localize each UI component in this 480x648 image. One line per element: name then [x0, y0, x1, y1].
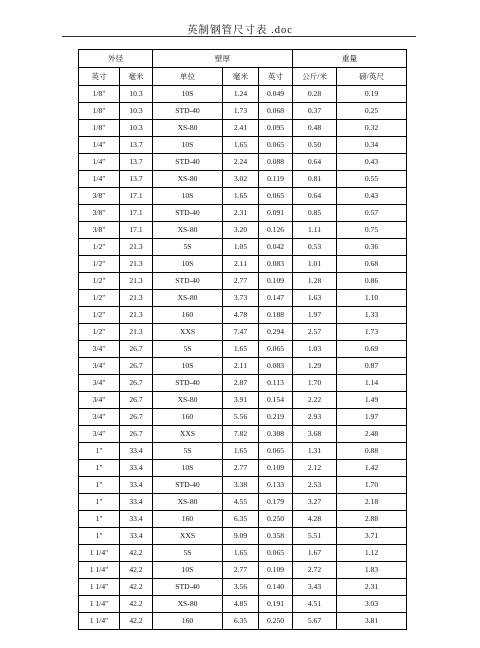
cell-kg-per-m: 0.64 [293, 188, 337, 205]
table-row [79, 460, 407, 477]
cell-kg-per-m: 5.51 [293, 528, 337, 545]
cell-lb-per-ft: 1.97 [337, 409, 407, 426]
cell-wall-mm: 1.73 [223, 103, 259, 120]
subheader-od-mm: 毫米 [120, 68, 153, 86]
cell-kg-per-m: 1.67 [293, 545, 337, 562]
cell-wall-inch: 0.188 [259, 307, 293, 324]
cell-lb-per-ft: 0.87 [337, 358, 407, 375]
cell-lb-per-ft: 0.69 [337, 341, 407, 358]
cell-wall-inch: 0.109 [259, 460, 293, 477]
cell-od-inch: 1 1/4" [79, 579, 120, 596]
cell-kg-per-m: 3.43 [293, 579, 337, 596]
cell-schedule: STD-40 [153, 477, 223, 494]
cell-wall-mm: 7.47 [223, 324, 259, 341]
cell-kg-per-m: 0.37 [293, 103, 337, 120]
cell-wall-inch: 0.294 [259, 324, 293, 341]
table-header [79, 50, 407, 86]
cell-od-mm: 26.7 [120, 392, 153, 409]
cell-wall-inch: 0.065 [259, 341, 293, 358]
cell-wall-inch: 0.133 [259, 477, 293, 494]
cell-wall-mm: 1.05 [223, 239, 259, 256]
cell-od-inch: 3/8" [79, 205, 120, 222]
table-row [79, 290, 407, 307]
cell-lb-per-ft: 2.88 [337, 511, 407, 528]
cell-wall-inch: 0.065 [259, 137, 293, 154]
cell-od-inch: 1" [79, 477, 120, 494]
cell-schedule: STD-40 [153, 205, 223, 222]
cell-wall-mm: 6.35 [223, 511, 259, 528]
cell-lb-per-ft: 2.31 [337, 579, 407, 596]
table-row [79, 477, 407, 494]
table-row [79, 154, 407, 171]
cell-schedule: 160 [153, 613, 223, 630]
cell-od-inch: 1/2" [79, 290, 120, 307]
cell-wall-inch: 0.109 [259, 273, 293, 290]
cell-lb-per-ft: 1.33 [337, 307, 407, 324]
subheader-lb-per-ft: 磅/英尺 [337, 68, 407, 86]
cell-wall-inch: 0.308 [259, 426, 293, 443]
cell-od-mm: 17.1 [120, 205, 153, 222]
cell-schedule: STD-40 [153, 375, 223, 392]
cell-od-mm: 33.4 [120, 443, 153, 460]
cell-wall-mm: 1.65 [223, 137, 259, 154]
cell-od-mm: 13.7 [120, 154, 153, 171]
cell-od-mm: 21.3 [120, 290, 153, 307]
cell-wall-inch: 0.083 [259, 358, 293, 375]
cell-schedule: STD-40 [153, 154, 223, 171]
cell-wall-inch: 0.049 [259, 86, 293, 103]
cell-kg-per-m: 2.53 [293, 477, 337, 494]
table-row [79, 188, 407, 205]
cell-od-inch: 1/8" [79, 120, 120, 137]
cell-wall-mm: 4.78 [223, 307, 259, 324]
cell-wall-inch: 0.179 [259, 494, 293, 511]
cell-schedule: 10S [153, 358, 223, 375]
cell-od-mm: 21.3 [120, 239, 153, 256]
cell-schedule: XS-80 [153, 392, 223, 409]
cell-od-inch: 3/4" [79, 341, 120, 358]
header-outer-diameter: 外径 [79, 50, 153, 68]
cell-lb-per-ft: 0.34 [337, 137, 407, 154]
cell-od-mm: 26.7 [120, 375, 153, 392]
cell-od-inch: 1/4" [79, 154, 120, 171]
table-row [79, 494, 407, 511]
cell-wall-inch: 0.358 [259, 528, 293, 545]
cell-od-mm: 26.7 [120, 341, 153, 358]
cell-wall-mm: 1.65 [223, 443, 259, 460]
cell-schedule: 10S [153, 256, 223, 273]
cell-od-inch: 1 1/4" [79, 562, 120, 579]
cell-lb-per-ft: 0.36 [337, 239, 407, 256]
cell-kg-per-m: 0.50 [293, 137, 337, 154]
cell-wall-inch: 0.250 [259, 511, 293, 528]
cell-kg-per-m: 0.48 [293, 120, 337, 137]
cell-kg-per-m: 1.70 [293, 375, 337, 392]
cell-schedule: XXS [153, 528, 223, 545]
cell-kg-per-m: 2.57 [293, 324, 337, 341]
cell-lb-per-ft: 3.71 [337, 528, 407, 545]
cell-schedule: XS-80 [153, 290, 223, 307]
cell-kg-per-m: 0.53 [293, 239, 337, 256]
cell-od-inch: 1/2" [79, 239, 120, 256]
cell-wall-mm: 3.56 [223, 579, 259, 596]
table-row [79, 443, 407, 460]
cell-wall-mm: 3.20 [223, 222, 259, 239]
cell-od-inch: 1/8" [79, 86, 120, 103]
cell-lb-per-ft: 3.03 [337, 596, 407, 613]
cell-wall-mm: 7.82 [223, 426, 259, 443]
cell-schedule: XS-80 [153, 222, 223, 239]
table-row [79, 528, 407, 545]
cell-kg-per-m: 2.22 [293, 392, 337, 409]
cell-wall-inch: 0.250 [259, 613, 293, 630]
cell-od-inch: 1/8" [79, 103, 120, 120]
subheader-wall-mm: 毫米 [223, 68, 259, 86]
cell-schedule: XS-80 [153, 494, 223, 511]
subheader-od-inch: 英寸 [79, 68, 120, 86]
cell-od-mm: 10.3 [120, 86, 153, 103]
table-row [79, 137, 407, 154]
cell-lb-per-ft: 1.70 [337, 477, 407, 494]
cell-od-mm: 10.3 [120, 120, 153, 137]
cell-schedule: XS-80 [153, 171, 223, 188]
table-row [79, 256, 407, 273]
cell-od-inch: 3/4" [79, 375, 120, 392]
cell-wall-mm: 4.85 [223, 596, 259, 613]
table-row [79, 511, 407, 528]
cell-od-mm: 10.3 [120, 103, 153, 120]
cell-od-mm: 17.1 [120, 188, 153, 205]
table-row [79, 613, 407, 630]
cell-od-mm: 42.2 [120, 562, 153, 579]
cell-lb-per-ft: 0.55 [337, 171, 407, 188]
cell-lb-per-ft: 0.88 [337, 443, 407, 460]
cell-od-mm: 33.4 [120, 494, 153, 511]
cell-wall-mm: 2.77 [223, 460, 259, 477]
cell-schedule: XS-80 [153, 596, 223, 613]
cell-od-mm: 42.2 [120, 596, 153, 613]
cell-od-mm: 13.7 [120, 137, 153, 154]
cell-od-inch: 3/4" [79, 392, 120, 409]
cell-od-inch: 1/4" [79, 171, 120, 188]
cell-od-inch: 3/4" [79, 426, 120, 443]
cell-lb-per-ft: 1.10 [337, 290, 407, 307]
cell-kg-per-m: 1.03 [293, 341, 337, 358]
cell-od-mm: 13.7 [120, 171, 153, 188]
cell-od-mm: 26.7 [120, 358, 153, 375]
cell-wall-inch: 0.147 [259, 290, 293, 307]
cell-od-inch: 1/4" [79, 137, 120, 154]
cell-schedule: XXS [153, 324, 223, 341]
cell-wall-mm: 1.24 [223, 86, 259, 103]
cell-schedule: 160 [153, 307, 223, 324]
cell-od-mm: 21.3 [120, 273, 153, 290]
cell-lb-per-ft: 0.86 [337, 273, 407, 290]
cell-lb-per-ft: 2.48 [337, 426, 407, 443]
cell-wall-mm: 2.87 [223, 375, 259, 392]
cell-kg-per-m: 4.51 [293, 596, 337, 613]
cell-kg-per-m: 1.28 [293, 273, 337, 290]
cell-wall-mm: 4.55 [223, 494, 259, 511]
table-row [79, 545, 407, 562]
cell-od-inch: 3/4" [79, 358, 120, 375]
cell-kg-per-m: 3.68 [293, 426, 337, 443]
cell-od-mm: 21.3 [120, 256, 153, 273]
table-row [79, 392, 407, 409]
cell-schedule: 5S [153, 545, 223, 562]
cell-od-mm: 42.2 [120, 579, 153, 596]
cell-od-mm: 33.4 [120, 477, 153, 494]
table-row [79, 222, 407, 239]
sub-header-row [79, 68, 407, 86]
cell-lb-per-ft: 3.81 [337, 613, 407, 630]
cell-kg-per-m: 2.72 [293, 562, 337, 579]
cell-wall-mm: 3.02 [223, 171, 259, 188]
table-row [79, 426, 407, 443]
group-header-row [79, 50, 407, 68]
cell-schedule: 160 [153, 409, 223, 426]
cell-od-inch: 1 1/4" [79, 545, 120, 562]
cell-wall-inch: 0.219 [259, 409, 293, 426]
cell-lb-per-ft: 1.73 [337, 324, 407, 341]
cell-od-inch: 1" [79, 460, 120, 477]
cell-kg-per-m: 3.27 [293, 494, 337, 511]
cell-schedule: 10S [153, 562, 223, 579]
header-weight: 重量 [293, 50, 407, 68]
table-row [79, 171, 407, 188]
cell-lb-per-ft: 0.43 [337, 154, 407, 171]
cell-od-inch: 1/2" [79, 273, 120, 290]
cell-wall-inch: 0.083 [259, 256, 293, 273]
cell-schedule: 160 [153, 511, 223, 528]
page-header: 英制钢管尺寸表 .doc [187, 25, 293, 36]
cell-wall-mm: 2.24 [223, 154, 259, 171]
cell-wall-inch: 0.065 [259, 545, 293, 562]
cell-kg-per-m: 2.93 [293, 409, 337, 426]
table-row [79, 562, 407, 579]
cell-wall-inch: 0.113 [259, 375, 293, 392]
cell-wall-mm: 3.91 [223, 392, 259, 409]
cell-schedule: 5S [153, 341, 223, 358]
cell-schedule: XXS [153, 426, 223, 443]
table-row [79, 596, 407, 613]
table-row [79, 205, 407, 222]
cell-wall-mm: 2.31 [223, 205, 259, 222]
cell-lb-per-ft: 1.14 [337, 375, 407, 392]
cell-lb-per-ft: 1.49 [337, 392, 407, 409]
cell-wall-inch: 0.068 [259, 103, 293, 120]
cell-schedule: STD-40 [153, 579, 223, 596]
cell-od-inch: 3/4" [79, 409, 120, 426]
cell-wall-inch: 0.126 [259, 222, 293, 239]
cell-wall-mm: 3.73 [223, 290, 259, 307]
pipe-size-table [78, 49, 407, 630]
cell-wall-inch: 0.140 [259, 579, 293, 596]
cell-od-mm: 17.1 [120, 222, 153, 239]
cell-wall-inch: 0.065 [259, 443, 293, 460]
cell-od-mm: 33.4 [120, 460, 153, 477]
cell-kg-per-m: 4.28 [293, 511, 337, 528]
cell-kg-per-m: 1.11 [293, 222, 337, 239]
cell-od-inch: 1/2" [79, 307, 120, 324]
cell-wall-mm: 9.09 [223, 528, 259, 545]
cell-wall-mm: 1.65 [223, 341, 259, 358]
cell-wall-mm: 1.65 [223, 188, 259, 205]
cell-kg-per-m: 1.31 [293, 443, 337, 460]
table-row [79, 341, 407, 358]
cell-schedule: 10S [153, 86, 223, 103]
cell-kg-per-m: 0.28 [293, 86, 337, 103]
cell-od-inch: 3/8" [79, 222, 120, 239]
cell-kg-per-m: 1.29 [293, 358, 337, 375]
cell-wall-inch: 0.119 [259, 171, 293, 188]
cell-kg-per-m: 0.64 [293, 154, 337, 171]
table-row [79, 375, 407, 392]
header-rule [62, 36, 416, 37]
cell-wall-inch: 0.091 [259, 205, 293, 222]
subheader-kg-per-m: 公斤/米 [293, 68, 337, 86]
cell-wall-inch: 0.095 [259, 120, 293, 137]
cell-od-inch: 1" [79, 528, 120, 545]
cell-od-inch: 3/8" [79, 188, 120, 205]
cell-lb-per-ft: 1.42 [337, 460, 407, 477]
cell-kg-per-m: 1.01 [293, 256, 337, 273]
cell-lb-per-ft: 0.75 [337, 222, 407, 239]
cell-wall-inch: 0.088 [259, 154, 293, 171]
cell-od-inch: 1 1/4" [79, 596, 120, 613]
cell-od-inch: 1/2" [79, 324, 120, 341]
cell-lb-per-ft: 0.43 [337, 188, 407, 205]
cell-wall-mm: 3.38 [223, 477, 259, 494]
cell-wall-inch: 0.154 [259, 392, 293, 409]
cell-lb-per-ft: 1.83 [337, 562, 407, 579]
cell-wall-mm: 2.11 [223, 358, 259, 375]
subheader-schedule: 单位 [153, 68, 223, 86]
cell-od-mm: 21.3 [120, 324, 153, 341]
cell-schedule: 5S [153, 239, 223, 256]
cell-od-mm: 42.2 [120, 613, 153, 630]
cell-lb-per-ft: 2.18 [337, 494, 407, 511]
table-row [79, 579, 407, 596]
cell-lb-per-ft: 1.12 [337, 545, 407, 562]
cell-lb-per-ft: 0.25 [337, 103, 407, 120]
cell-wall-inch: 0.042 [259, 239, 293, 256]
table-body [79, 86, 407, 630]
cell-kg-per-m: 0.85 [293, 205, 337, 222]
table-row [79, 358, 407, 375]
table-row [79, 86, 407, 103]
header-wall-thickness: 壁厚 [153, 50, 293, 68]
cell-schedule: XS-80 [153, 120, 223, 137]
cell-schedule: 10S [153, 460, 223, 477]
table-row [79, 103, 407, 120]
cell-od-inch: 1" [79, 443, 120, 460]
cell-wall-mm: 6.35 [223, 613, 259, 630]
table-row [79, 239, 407, 256]
subheader-wall-inch: 英寸 [259, 68, 293, 86]
table-row [79, 273, 407, 290]
cell-od-mm: 42.2 [120, 545, 153, 562]
cell-wall-mm: 2.41 [223, 120, 259, 137]
cell-wall-mm: 1.65 [223, 545, 259, 562]
table-row [79, 307, 407, 324]
cell-od-mm: 26.7 [120, 409, 153, 426]
cell-od-mm: 33.4 [120, 511, 153, 528]
cell-od-inch: 1/2" [79, 256, 120, 273]
cell-wall-inch: 0.109 [259, 562, 293, 579]
table-row [79, 409, 407, 426]
cell-wall-mm: 2.77 [223, 562, 259, 579]
cell-kg-per-m: 2.12 [293, 460, 337, 477]
cell-schedule: 10S [153, 137, 223, 154]
cell-kg-per-m: 1.63 [293, 290, 337, 307]
cell-wall-inch: 0.065 [259, 188, 293, 205]
cell-wall-mm: 2.77 [223, 273, 259, 290]
cell-lb-per-ft: 0.32 [337, 120, 407, 137]
cell-lb-per-ft: 0.19 [337, 86, 407, 103]
cell-kg-per-m: 5.67 [293, 613, 337, 630]
table-row [79, 324, 407, 341]
cell-wall-mm: 2.11 [223, 256, 259, 273]
cell-od-mm: 26.7 [120, 426, 153, 443]
cell-lb-per-ft: 0.57 [337, 205, 407, 222]
cell-od-mm: 33.4 [120, 528, 153, 545]
cell-wall-inch: 0.191 [259, 596, 293, 613]
cell-od-inch: 1" [79, 511, 120, 528]
cell-schedule: 5S [153, 443, 223, 460]
cell-kg-per-m: 0.81 [293, 171, 337, 188]
cell-lb-per-ft: 0.68 [337, 256, 407, 273]
table-row [79, 120, 407, 137]
cell-schedule: 10S [153, 188, 223, 205]
cell-od-inch: 1 1/4" [79, 613, 120, 630]
cell-kg-per-m: 1.97 [293, 307, 337, 324]
cell-wall-mm: 5.56 [223, 409, 259, 426]
cell-od-inch: 1" [79, 494, 120, 511]
cell-schedule: STD-40 [153, 273, 223, 290]
cell-od-mm: 21.3 [120, 307, 153, 324]
cell-schedule: STD-40 [153, 103, 223, 120]
